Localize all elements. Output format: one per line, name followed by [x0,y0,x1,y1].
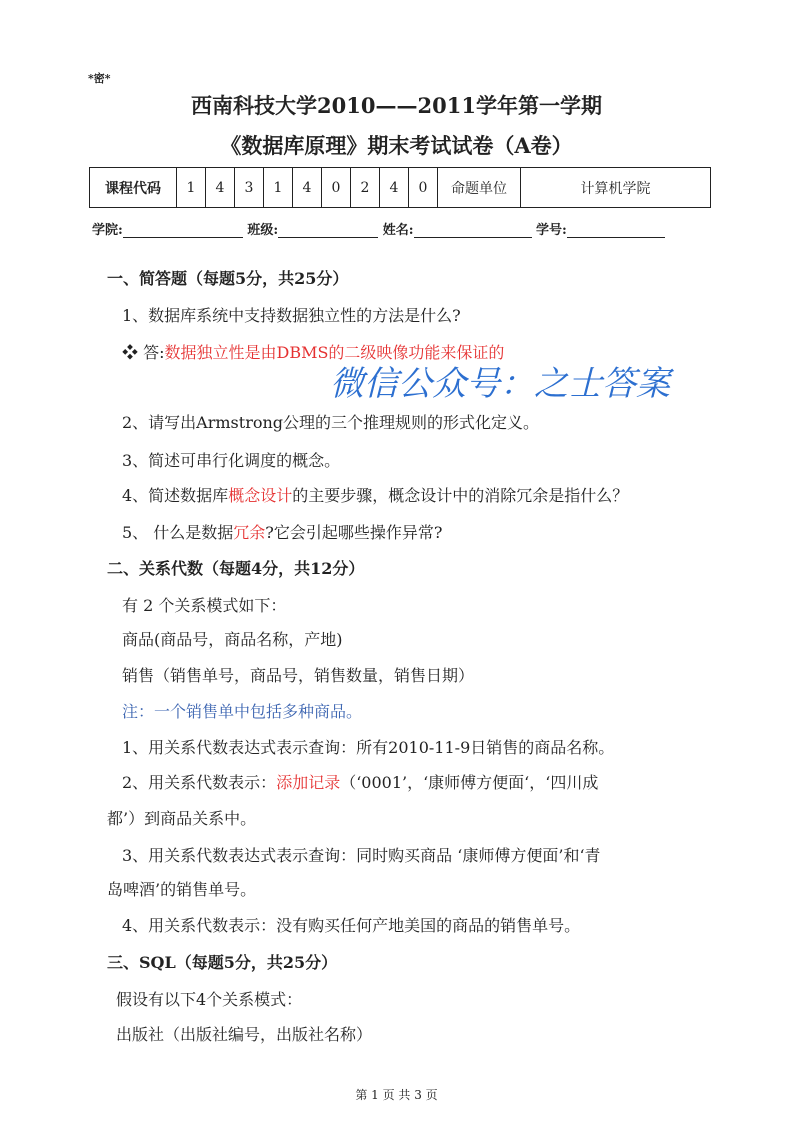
secret-mark: *密* [88,72,111,85]
note: 注：一个销售单中包括多种商品。 [122,702,363,721]
id-blank[interactable] [567,223,665,238]
answer [122,340,504,363]
text: 出版社（出版社编号，出版社名称） [116,1025,373,1044]
question-cont: 岛啤酒’的销售单号。 [107,880,257,899]
question: 5、 什么是数据冗余?它会引起哪些操作异常? [122,523,443,542]
code-digit: 4 [206,168,235,208]
code-digit: 4 [380,168,409,208]
question: 3、简述可串行化调度的概念。 [122,451,341,470]
id-label: 学号: [536,223,567,238]
college-blank[interactable] [123,223,243,238]
question: 4、简述数据库概念设计的主要步骤，概念设计中的消除冗余是指什么？ [122,486,629,505]
college-label: 学院: [92,223,123,238]
text: 商品(商品号，商品名称，产地) [122,630,343,649]
text: 销售（销售单号，商品号，销售数量，销售日期） [122,666,475,685]
title-school: 西南科技大学2010——2011学年第一学期 [191,93,602,118]
question: 2、请写出Armstrong公理的三个推理规则的形式化定义。 [122,413,540,432]
course-code-label: 课程代码 [90,168,177,208]
code-digit: 0 [322,168,351,208]
code-digit: 3 [235,168,264,208]
unit-label: 命题单位 [438,168,521,208]
question: 1、用关系代数表达式表示查询：所有2010-11-9日销售的商品名称。 [122,738,615,757]
code-digit: 1 [177,168,206,208]
question: 2、用关系代数表示：添加记录（‘0001’，‘康师傅方便面‘，‘四川成 [122,773,599,792]
name-label: 姓名: [382,223,414,238]
watermark: 微信公众号：之士答案 [330,364,670,404]
answer-text: 数据独立性是由DBMS的二级映像功能来保证的 [164,343,505,362]
name-blank[interactable] [414,223,532,238]
code-digit: 2 [351,168,380,208]
question: 1、数据库系统中支持数据独立性的方法是什么? [122,306,461,325]
question: 4、用关系代数表示：没有购买任何产地美国的商品的销售单号。 [122,916,581,935]
text: 有 2 个关系模式如下： [122,596,287,615]
section-3-title: 三、SQL（每题5分，共25分） [107,953,338,972]
question-cont: 都’）到商品关系中。 [107,809,257,828]
code-digit: 4 [293,168,322,208]
class-label: 班级: [247,223,279,238]
title-exam: 《数据库原理》期末考试试卷（A卷） [220,133,573,158]
code-digit: 0 [409,168,438,208]
course-info-table [89,167,711,208]
section-1-title: 一、简答题（每题5分，共25分） [107,269,349,288]
unit-value: 计算机学院 [521,168,711,208]
page-footer: 第 1 页 共 3 页 [355,1088,438,1102]
question: 3、用关系代数表达式表示查询：同时购买商品 ‘康师傅方便面’和‘青 [122,846,601,865]
info-line [92,219,665,238]
code-digit: 1 [264,168,293,208]
section-2-title: 二、关系代数（每题4分，共12分） [107,559,365,578]
answer-prefix: ❖ 答: [122,343,165,362]
class-blank[interactable] [278,223,378,238]
text: 假设有以下4个关系模式： [116,990,303,1009]
